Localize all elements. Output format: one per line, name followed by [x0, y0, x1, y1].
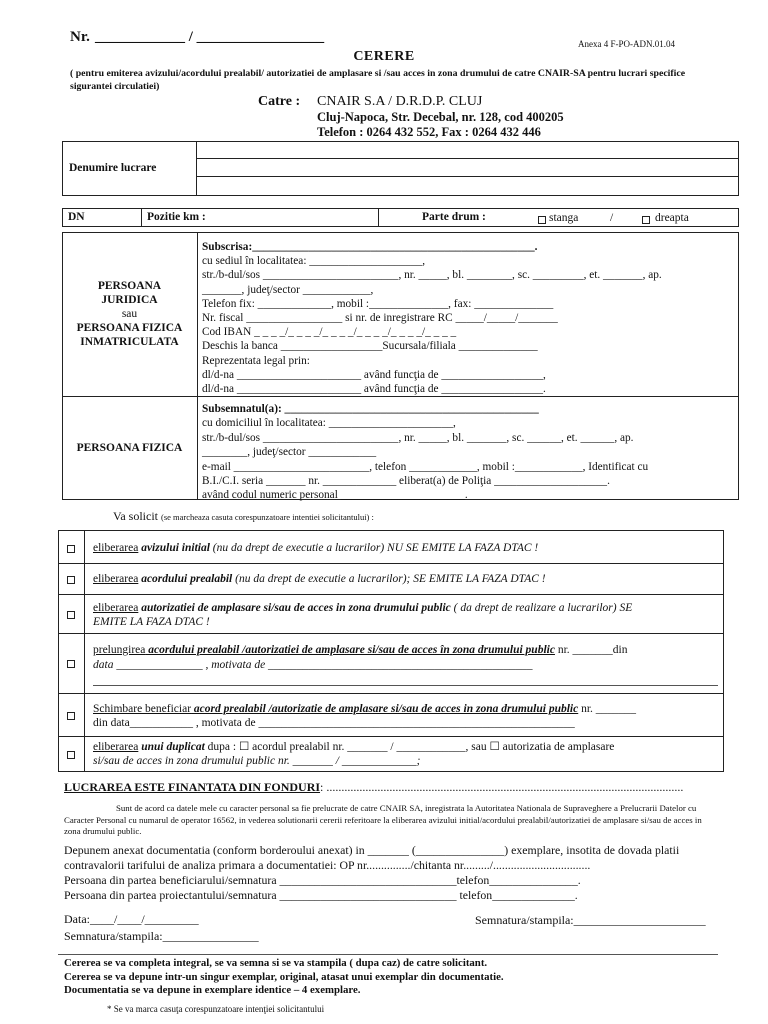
option-6-text[interactable]: eliberarea unui duplicat dupa : ☐ acordul prealabil nr. _______ / ____________, sau ☐ autorizatia de amplasare si/sau de acces in zona drumului public nr. _______ / _____________;: [93, 741, 615, 767]
option-2-text: eliberarea acordului prealabil (nu da drept de executie a lucrarilor); SE EMITE LA FAZA DTAC !: [93, 573, 546, 585]
option-4-extra-line[interactable]: [93, 685, 718, 686]
juridica-label: PERSOANA JURIDICA sau PERSOANA FIZICA INMATRICULATA: [76, 280, 183, 348]
address: Cluj-Napoca, Str. Decebal, nr. 128, cod 400205: [317, 110, 564, 124]
denumire-box: [62, 141, 739, 196]
denumire-line-2[interactable]: [196, 176, 739, 177]
option-1-text: eliberarea avizului initial (nu da drept de executie a lucrarilor) NU SE EMITE LA FAZA DTAC !: [93, 542, 539, 554]
catre-value: CNAIR S.A / D.R.D.P. CLUJ: [317, 94, 483, 109]
stanga-checkbox[interactable]: [538, 216, 546, 224]
nr-field[interactable]: ____________ / _________________: [95, 29, 325, 45]
stanga-label: stanga: [549, 212, 579, 224]
dreapta-label: dreapta: [655, 212, 689, 224]
separator: /: [610, 212, 614, 224]
solicit-label: Va solicit (se marcheaza casuta corespunzatoare intentiei solicitantului) :: [113, 509, 374, 523]
finantare-line[interactable]: LUCRAREA ESTE FINANTATA DIN FONDURI: .......................................................................................................................: [64, 780, 684, 794]
catre-label: Catre :: [258, 94, 301, 109]
parte-drum-label: Parte drum :: [422, 211, 486, 223]
option-3-checkbox[interactable]: [67, 611, 75, 619]
option-2-checkbox[interactable]: [67, 576, 75, 584]
document-title: CERERE: [353, 49, 415, 64]
signature-right[interactable]: Semnatura/stampila:______________________: [475, 913, 706, 927]
option-3-text: eliberarea autorizatiei de amplasare si/sau de acces in zona drumului public ( da drept de realizare a lucrarilor) SE EMITE LA FAZA DTAC !: [93, 602, 633, 628]
dn-label: DN: [68, 211, 85, 223]
option-4-text[interactable]: prelungirea acordului prealabil /autorizatiei de amplasare si/sau de acces în zona drumului public nr. _______din data _______________ , motivata de ______________________________________________: [93, 644, 628, 671]
document-subtitle: ( pentru emiterea avizului/acordului prealabil/ autorizatiei de amplasare si /sau acces in zona drumului de catre CNAIR-SA pentru lucrari specifice sigurantei circulatiei): [70, 68, 686, 92]
fizica-fields[interactable]: Subsemnatul(a): _____________________________________________ cu domiciliul în localitatea: ______________________, str./b-dul/sos ________________________, nr. _____, bl. _______, sc. ______, et. ______, ap. ________, judeţ/sector ____________ e-mail ________________________, telefon ____________, mobil :____________, Identificat cu B.I./C.I. seria _______ nr. _____________ eliberat(a) de Poliţia ____________________. având codul numeric personal ______________________.: [202, 403, 649, 502]
option-6-checkbox[interactable]: [67, 751, 75, 759]
juridica-fields[interactable]: Subscrisa:__________________________________________________. cu sediul în localitatea: ____________________, str./b-dul/sos ________________________, nr. _____, bl. ________, sc. _________, et. _______, ap. _______, judeţ/sector ____________, Telefon fix: _____________, mobil :______________, fax: ______________ Nr. fiscal _________________ si nr. de inregistrare RC _____/_____/_______ Cod IBAN _ _ _ _/_ _ _ _/_ _ _ _/_ _ _ _/_ _ _ _/_ _ _ _ Deschis la banca __________________Sucursala/filiala ______________ Reprezentata legal prin: dl/d-na ______________________ având funcţia de __________________, dl/d-na ______________________ având funcţia de __________________.: [202, 241, 662, 396]
option-1-checkbox[interactable]: [67, 545, 75, 553]
depunem-section[interactable]: Depunem anexat documentatia (conform borderoului anexat) in _______ (_______________) exemplare, insotita de dovada platii contravalorii tarifului de analiza primara a documentatiei: OP nr.............../chitanta nr........./................................. Persoana din partea beneficiarului/semnatura ______________________________telefon_______________. Persoana din partea proiectantului/semnatura ______________________________ telefon______________.: [64, 843, 680, 902]
gdpr-consent: Sunt de acord ca datele mele cu caracter personal sa fie prelucrate de catre CNAIR SA, inregistrata la Autoritatea Nationala de Supraveghere a Prelucrarii Datelor cu Caracter Personal cu numarul de operator 16562, in vederea solutionarii cererii referitoare la eliberarea avizului initial/acordului prealabil/autorizatiei de amplasare si/sau de acces in zona drumului public.: [64, 803, 702, 836]
nr-label: Nr.: [70, 29, 90, 45]
dreapta-checkbox[interactable]: [642, 216, 650, 224]
footer-instructions: Cererea se va completa integral, se va semna si se va stampila ( dupa caz) de catre solicitant. Cererea se va depune intr-un singur exemplar, original, atasat unui exemplar din documentatie. Documentatia se va depune in exemplare identice – 4 exemplare.: [64, 957, 504, 996]
option-5-checkbox[interactable]: [67, 712, 75, 720]
fizica-label: PERSOANA FIZICA: [76, 442, 183, 454]
denumire-label: Denumire lucrare: [69, 162, 157, 174]
phone-fax: Telefon : 0264 432 552, Fax : 0264 432 446: [317, 125, 541, 139]
footnote: * Se va marca casuţa corespunzatoare intenţiei solicitantului: [107, 1004, 325, 1014]
signature-left[interactable]: Semnatura/stampila:________________: [64, 929, 259, 943]
denumire-line-1[interactable]: [196, 158, 739, 159]
anexa-code: Anexa 4 F-PO-ADN.01.04: [578, 39, 675, 49]
option-5-text[interactable]: Schimbare beneficiar acord prealabil /autorizatie de amplasare si/sau de acces in zona drumului public nr. _______ din data___________ , motivata de _______________________________________________________: [93, 703, 637, 729]
pozitie-label: Pozitie km :: [147, 211, 206, 223]
option-4-checkbox[interactable]: [67, 660, 75, 668]
date-field[interactable]: Data:____/____/_________: [64, 912, 199, 926]
